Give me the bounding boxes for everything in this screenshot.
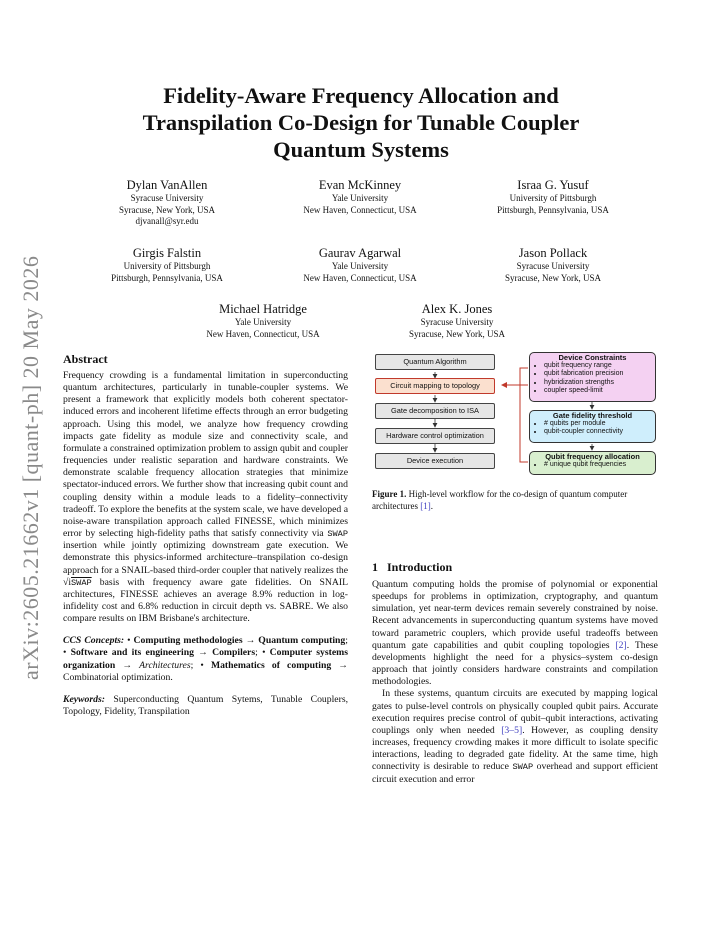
- author-affiliation: Yale University: [234, 317, 292, 327]
- citation-link[interactable]: [2]: [615, 639, 627, 651]
- ccs-arrow: →: [193, 647, 213, 659]
- flow-step: Gate decomposition to ISA: [375, 403, 495, 419]
- keywords-text: Superconducting Quantum Sytems, Tunable Couplers, Topology, Fidelity, Transpilation: [63, 693, 349, 718]
- abstract-heading: Abstract: [63, 352, 108, 366]
- allocation-item: • # unique qubit frequencies: [544, 461, 655, 469]
- ccs-item: Architectures: [139, 659, 191, 671]
- figure-caption: [372, 488, 660, 512]
- figure-1-workflow: [372, 350, 660, 482]
- ccs-item: Computer systems organization: [63, 647, 348, 671]
- author-block: [62, 246, 272, 284]
- author-name: Michael Hatridge: [219, 302, 307, 316]
- swap-mono: SWAP: [327, 529, 348, 540]
- abstract-text: basis with frequency aware gate fidelities. On SNAIL architectures, FINESSE achieves an average 8.9% reduction in log-infidelity cost and 6.8% reduction in circuit depth vs. SABRE. We also compare results on IBM Brisbane's architecture.: [63, 576, 348, 625]
- title-line: Fidelity-Aware Frequency Allocation and: [163, 83, 559, 108]
- flow-step: Quantum Algorithm: [375, 354, 495, 370]
- author-block: [352, 302, 562, 340]
- author-block: [448, 246, 658, 284]
- ccs-item: Computing methodologies: [133, 635, 243, 647]
- ccs-item: Quantum computing: [258, 635, 346, 647]
- caption-text: High-level workflow for the co-design of quantum computer architectures: [372, 489, 628, 511]
- ccs-item: Software and its engineering: [70, 647, 194, 659]
- author-name: Israa G. Yusuf: [517, 178, 589, 192]
- keywords: [63, 694, 348, 718]
- arxiv-identifier: [8, 240, 56, 680]
- ccs-arrow: →: [331, 659, 348, 671]
- ccs-arrow: →: [242, 635, 259, 647]
- author-affiliation: University of Pittsburgh: [509, 193, 597, 203]
- author-name: Girgis Falstin: [132, 246, 202, 260]
- threshold-item: • qubit-coupler connectivity: [544, 428, 655, 436]
- abstract-text: insertion while jointly optimizing downstream gate execution. We demonstrate this physics-informed architecture–transpilation co-design approach for a SNAIL-based third-order coupler that natively realizes the √i: [63, 540, 348, 588]
- caption-end: .: [430, 501, 433, 511]
- author-affiliation: Syracuse University: [516, 261, 590, 271]
- ccs-item: Compilers: [212, 647, 256, 659]
- constraint-item: • hybridization strengths: [544, 379, 655, 387]
- intro-text: . These developments highlight the need for a physics–system co-design approach that jointly considers hardware constraints and compilation methodologies.: [372, 639, 658, 688]
- right-column: [372, 560, 658, 786]
- box-title: Device Constraints: [558, 353, 627, 362]
- intro-heading: [372, 560, 658, 575]
- bracket-line: [520, 368, 528, 462]
- ccs-item: Combinatorial optimization: [63, 671, 171, 683]
- abstract-body: [63, 370, 348, 625]
- ccs-arrow: →: [115, 659, 140, 671]
- intro-body: [372, 579, 658, 786]
- author-location: New Haven, Connecticut, USA: [303, 272, 417, 283]
- ccs-concepts: CCS Concepts: • Computing methodologies → Quantum computing; • Software and its engineering → Compilers; • Computer systems organization → Architectures; • Mathematics of computing → Combinatorial optimization.: [63, 635, 348, 683]
- author-location: New Haven, Connecticut, USA: [206, 328, 320, 339]
- author-affiliation: Syracuse University: [420, 317, 494, 327]
- caption-label: Figure 1.: [372, 489, 407, 499]
- ccs-sep: ;: [255, 647, 263, 659]
- arxiv-id-text: arXiv:2605.21662v1 [quant-ph] 20 May 2026: [18, 255, 43, 680]
- intro-text: overhead and support efficient circuit execution and error: [372, 761, 658, 785]
- author-name: Dylan VanAllen: [126, 178, 208, 192]
- author-affiliation: Yale University: [331, 261, 389, 271]
- gate-fidelity-threshold-box: [529, 410, 656, 443]
- ccs-sep: ;: [345, 635, 348, 647]
- author-name: Jason Pollack: [518, 246, 588, 260]
- flow-step: Hardware control optimization: [375, 428, 495, 444]
- author-affiliation: University of Pittsburgh: [123, 261, 211, 271]
- swap-mono: SWAP: [71, 577, 92, 588]
- ccs-label: CCS Concepts:: [63, 635, 125, 647]
- flow-step-mapping: Circuit mapping to topology: [375, 378, 495, 394]
- box-title: Gate fidelity threshold: [552, 411, 633, 420]
- author-affiliation: Yale University: [331, 193, 389, 203]
- section-number: 1: [372, 560, 378, 574]
- author-block: [255, 178, 465, 216]
- author-location: Pittsburgh, Pennsylvania, USA: [497, 204, 609, 215]
- author-block: [255, 246, 465, 284]
- author-email: djvanall@syr.edu: [135, 216, 199, 226]
- paper-title: [80, 82, 642, 163]
- author-affiliation: Syracuse University: [130, 193, 204, 203]
- author-name: Alex K. Jones: [421, 302, 493, 316]
- flow-step: Device execution: [375, 453, 495, 469]
- author-block: [62, 178, 272, 228]
- abstract-text: Frequency crowding is a fundamental limitation in superconducting quantum architectures, particularly in tunable-coupler systems. We present a framework that explicitly models both coherent spectator-induced errors and incoherent lifetime effects through an error budgeting approach. Using this model, we analyze how frequency crowding impacts gate fidelity as module size and connectivity scale, and formulate a constrained optimization problem to assign qubit and coupler frequencies under realistic separation and hardware constraints. We demonstrate scalable frequency allocation strategies that minimize spectator-induced errors. We further show that increasing qubit count and coupling density within a module leads to a fidelity–connectivity tradeoff. To explore the benefits at the system scale, we have developed a noise-aware transpilation approach called FINESSE, which minimizes error by selecting high-fidelity paths that satisfy connectivity via: [63, 370, 348, 540]
- left-column: [63, 352, 348, 718]
- device-constraints-box: [529, 352, 656, 402]
- citation-link[interactable]: [1]: [420, 501, 431, 511]
- ccs-item: Mathematics of computing: [210, 659, 332, 671]
- constraint-item: • qubit frequency range: [544, 362, 655, 370]
- intro-text: . However, as coupling density increases, frequency crowding makes it more difficult to isolate specific interactions, leading to degraded gate fidelity. At the same time, high connectivity is desirable to reduce: [372, 724, 658, 773]
- constraint-item: • qubit fabrication precision: [544, 370, 655, 378]
- intro-text: In these systems, quantum circuits are executed by mapping logical gates to pulse-level controls on physically coupled qubit pairs. Accurate execution requires precise control of qubit–qubit interactions, activating couplings only when needed: [372, 688, 658, 736]
- title-line: Quantum Systems: [273, 137, 449, 162]
- box-title: Qubit frequency allocation: [545, 452, 640, 461]
- swap-mono: SWAP: [512, 762, 534, 773]
- author-location: New Haven, Connecticut, USA: [303, 204, 417, 215]
- qubit-frequency-allocation-box: [529, 451, 656, 475]
- ccs-sep: .: [170, 671, 173, 683]
- author-block: [448, 178, 658, 216]
- ccs-sep: ;: [190, 659, 201, 671]
- author-location: Syracuse, New York, USA: [119, 204, 215, 215]
- title-line: Transpilation Co-Design for Tunable Coupler: [142, 110, 580, 135]
- author-location: Syracuse, New York, USA: [505, 272, 601, 283]
- threshold-item: • # qubits per module: [544, 420, 655, 428]
- citation-link[interactable]: [3–5]: [501, 724, 523, 736]
- author-name: Evan McKinney: [318, 178, 402, 192]
- section-title: Introduction: [387, 560, 453, 574]
- intro-text: Quantum computing holds the promise of polynomial or exponential speedups for problems in optimization, cryptography, and quantum simulation, yet near-term devices remain severely constrained by noise. Recent advancements in superconducting quantum systems have moved toward parametric couplers, which provide useful tradeoffs between quantum gate capabilities and qubit coupling topologies: [372, 579, 658, 651]
- constraint-item: • coupler speed-limit: [544, 387, 655, 395]
- author-block: [158, 302, 368, 340]
- keywords-label: Keywords:: [63, 693, 105, 705]
- author-location: Pittsburgh, Pennsylvania, USA: [111, 272, 223, 283]
- author-location: Syracuse, New York, USA: [409, 328, 505, 339]
- author-name: Gaurav Agarwal: [318, 246, 402, 260]
